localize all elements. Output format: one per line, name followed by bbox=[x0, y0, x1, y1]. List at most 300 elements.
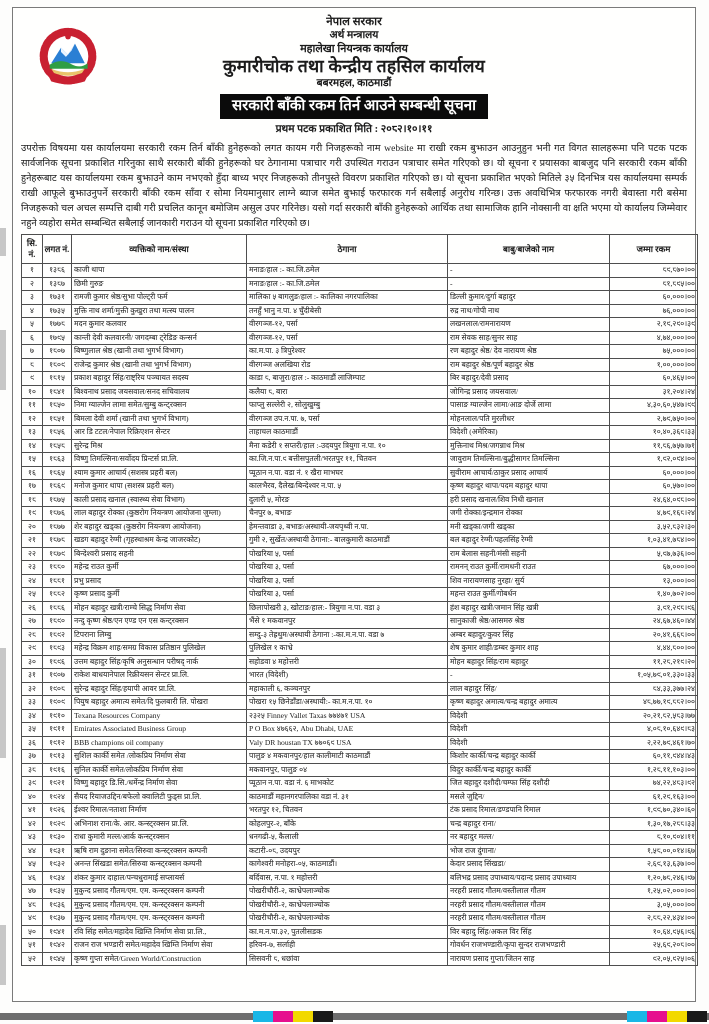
cell-total-amount: २,६९,१३,६३७।०० bbox=[610, 858, 698, 872]
cell-person-name: महेन्द्र विक्रम शाह/समग्र विकास प्रतिष्ठान पुलिखेल bbox=[72, 642, 247, 656]
cell-serial-no: २१ bbox=[22, 534, 43, 548]
records-body bbox=[22, 264, 698, 966]
cell-address: सम्दु-३ तेह्रथुम/अस्थायी ठेगाना :-का.म.न.पा. वडा ७ bbox=[247, 628, 448, 642]
table-row bbox=[22, 372, 698, 386]
scan-artifact bbox=[0, 648, 6, 758]
cell-father-name: मुक्तिनाथ मिश्र/जगन्नाथ मिश्र bbox=[448, 439, 610, 453]
cell-serial-no: १८ bbox=[22, 493, 43, 507]
notice-body-paragraph: उपरोक्त विषयमा यस कार्यालयमा सरकारी रकम तिर्न बाँकी हुनेहरूको लगत कायम गरी निजहरूको नाम website मा राखी रकम बुझाउन आउनुहुन भनी गत विगत सालहरूमा पनि पटक पटक सार्वजनिक सूचना प्रकाशित गरिनुका साथै सरकारी बाँकी हुनेहरूको घर ठेगानामा पत्राचार गरी उपस्थित गराउन पत्राचार समेत गरिएको छ। यो सूचना र प्रयासका बाबजुद पनि सरकारी रकम बाँकी हुनेहरूबाट यस कार्यालयमा रकम बुझाउने काम नभएको हुँदा बाध्य भएर निजहरूको तीनपुस्ते विवरण प्रकाशित गरिएको छ। यो सूचना प्रकाशित भएको मितिले ३५ दिनभित्र यस कार्यालयमा सम्पर्क राखी आफूले बुझाउनुपर्ने सरकारी बाँकी रकम साँवा र सोमा नियमानुसार लाग्ने ब्याज समेत बुझाई फरफारक गर्न सबैलाई अनुरोध गरिन्छ। उक्त अवधिभित्र फरफारक नगरी बेवास्ता गरी बसेमा निजहरूको चल अचल सम्पत्ति दाबी गरी प्रचलित कानून बमोजिम असुल उपर गरिनेछ। यसो गर्दा सरकारी बाँकी हुनेहरूको आर्थिक तथा सामाजिक हानि नोक्सानी वा क्षति भएमा यो कार्यालय जिम्मेवार नहुने व्यहोरा समेत सम्बन्धित सबैलाई जानकारी गराउन यो सूचना प्रकाशित गरिएको छ। bbox=[21, 143, 687, 229]
cell-serial-no: २३ bbox=[22, 561, 43, 575]
cell-total-amount: १,९२,०९४।०० bbox=[610, 453, 698, 467]
cell-person-name: टिपराना लिम्बु bbox=[72, 628, 247, 642]
cell-total-amount: २,८८,२२,४३४।०० bbox=[610, 912, 698, 926]
cell-total-amount: १,०३,४१,७८४।०० bbox=[610, 534, 698, 548]
cell-father-name: विर बहादु सिंह/अकल विर सिंह bbox=[448, 925, 610, 939]
cell-total-amount: ८४,३३,३७७।२४ bbox=[610, 682, 698, 696]
cell-total-amount: ६०,०००।०० bbox=[610, 291, 698, 305]
cell-father-name: मोहन बहादुर सिंह/राम बहादुर bbox=[448, 655, 610, 669]
cell-lagat-no: १९१६ bbox=[43, 763, 72, 777]
table-row bbox=[22, 925, 698, 939]
cell-father-name: विदेशी (अमेरिका) bbox=[448, 426, 610, 440]
cell-total-amount: ३,५२,८३२।३० bbox=[610, 520, 698, 534]
table-row bbox=[22, 480, 698, 494]
cell-lagat-no: १९२९ bbox=[43, 817, 72, 831]
header-lagat-no: लगत नं. bbox=[43, 235, 72, 264]
cell-person-name: नन्दु कृष्ण श्रेष्ठ/एन एण्ड एन एस कन्ट्रक्सन bbox=[72, 615, 247, 629]
cell-address: पोखरा १५ छिनेडाँडा/अस्थायी:- का.म.न.पा. १० bbox=[247, 696, 448, 710]
black-mark bbox=[313, 1011, 333, 1022]
cell-lagat-no: १८९२ bbox=[43, 628, 72, 642]
cell-person-name: सैयद रियाजउद्दिन/बफेलो क्वालिटी फुड्स प्रा.लि. bbox=[72, 790, 247, 804]
cell-serial-no: ४१ bbox=[22, 804, 43, 818]
cell-lagat-no: १९१२ bbox=[43, 736, 72, 750]
table-row bbox=[22, 682, 698, 696]
cell-serial-no: २० bbox=[22, 520, 43, 534]
cell-address: कलैया ८, बारा bbox=[247, 385, 448, 399]
cell-address: गुमी २, सुर्खेत/अस्थायी ठेगाना:- बालकुमारी काठमाडौं bbox=[247, 534, 448, 548]
cell-address: पोखरिया ३, पर्सा bbox=[247, 588, 448, 602]
cell-total-amount: २०,२१,८२,५८३।७७ bbox=[610, 709, 698, 723]
cell-person-name: शेर बहादुर खड्का (कुष्ठरोग नियन्त्रण आयोजना) bbox=[72, 520, 247, 534]
cell-address: वीरगञ्ज-१२, पर्सा bbox=[247, 318, 448, 332]
table-row bbox=[22, 412, 698, 426]
cell-total-amount: ८१,८९५।०० bbox=[610, 277, 698, 291]
table-row bbox=[22, 912, 698, 926]
cell-total-amount: ५,९७,७३६।०० bbox=[610, 547, 698, 561]
cell-total-amount: ४,७९,१६८।२४ bbox=[610, 507, 698, 521]
table-row bbox=[22, 601, 698, 615]
cell-father-name: - bbox=[448, 669, 610, 683]
cell-lagat-no: १९३४ bbox=[43, 871, 72, 885]
cell-serial-no: ३१ bbox=[22, 669, 43, 683]
table-row bbox=[22, 750, 698, 764]
cell-lagat-no: १९३१ bbox=[43, 844, 72, 858]
scan-artifact bbox=[0, 228, 6, 256]
table-row bbox=[22, 399, 698, 413]
cell-serial-no: १ bbox=[22, 264, 43, 278]
cell-address: कागेश्वरी मनोहरा-०५, काठमाडौं। bbox=[247, 858, 448, 872]
header-total-amount: जम्मा रकम bbox=[610, 235, 698, 264]
cell-serial-no: ४ bbox=[22, 304, 43, 318]
cell-address: भैंसे १ मकवानपुर bbox=[247, 615, 448, 629]
cell-address: सिसवनी ८, धछांवा bbox=[247, 952, 448, 966]
cell-total-amount: १०,६४,९५६।९६ bbox=[610, 925, 698, 939]
cell-address: २३२५ Finney Vallet Taxas ७७४७१ USA bbox=[247, 709, 448, 723]
cell-address: प्यूठान न.पा. वडा नं. ६ माभकोट bbox=[247, 777, 448, 791]
table-row bbox=[22, 723, 698, 737]
cell-person-name: बिन्देश्वरी प्रसाद सहनी bbox=[72, 547, 247, 561]
cell-serial-no: ३ bbox=[22, 291, 43, 305]
cell-serial-no: ४४ bbox=[22, 844, 43, 858]
table-row bbox=[22, 736, 698, 750]
cell-serial-no: २५ bbox=[22, 588, 43, 602]
cell-father-name: सुवीराम आचार्य/ठाकुर प्रसाद आचार्य bbox=[448, 466, 610, 480]
cell-lagat-no: १८५६ bbox=[43, 426, 72, 440]
cell-address: पोखरीचौरी-२, काभ्रेपलाञ्चोक bbox=[247, 912, 448, 926]
cell-serial-no: ५१ bbox=[22, 939, 43, 953]
cell-lagat-no: १९०७ bbox=[43, 669, 72, 683]
cell-person-name: Texana Resources Company bbox=[72, 709, 247, 723]
cell-lagat-no: १९११ bbox=[43, 723, 72, 737]
table-row bbox=[22, 804, 698, 818]
cell-serial-no: ३० bbox=[22, 655, 43, 669]
table-row bbox=[22, 696, 698, 710]
cell-serial-no: १४ bbox=[22, 439, 43, 453]
cell-person-name: रामजी कुमार श्रेष्ठ/सुभा पोल्ट्री फर्म bbox=[72, 291, 247, 305]
cell-father-name: रण बहादुर श्रेष्ठ/ देव नारायण श्रेष्ठ bbox=[448, 345, 610, 359]
cell-total-amount: १०,४०,३६९।३३ bbox=[610, 426, 698, 440]
cell-total-amount: ४,०८,१०,६४९।८३ bbox=[610, 723, 698, 737]
cell-person-name: कृष्ण गुप्ता समेत/Green World/Construction bbox=[72, 952, 247, 966]
cell-person-name: विष्णु बहादुर डि.सि./धर्मेन्द्र निर्माण सेवा bbox=[72, 777, 247, 791]
cell-lagat-no: १८५८ bbox=[43, 439, 72, 453]
header-father-name: बाबु/बाजेको नाम bbox=[448, 235, 610, 264]
table-row bbox=[22, 952, 698, 966]
cell-lagat-no: १८७८ bbox=[43, 534, 72, 548]
cell-lagat-no: १९४१ bbox=[43, 925, 72, 939]
scan-artifact bbox=[0, 330, 6, 390]
cell-serial-no: ३९ bbox=[22, 777, 43, 791]
cell-father-name: भोज राज दुंगाना/ bbox=[448, 844, 610, 858]
cell-person-name: लाल बहादुर रोक्का (कुष्ठरोग नियन्त्रण आयोजना जुम्ला) bbox=[72, 507, 247, 521]
table-row bbox=[22, 453, 698, 467]
table-row bbox=[22, 574, 698, 588]
cell-person-name: सुरेन्द्र बहादुर सिंह/हयापी आवर प्रा.लि. bbox=[72, 682, 247, 696]
table-row bbox=[22, 547, 698, 561]
cell-father-name: पासाङ ग्याल्जेन लामा/आङ दोर्जे लामा bbox=[448, 399, 610, 413]
cell-father-name: राम सेवक साह/सुनर साह bbox=[448, 331, 610, 345]
cell-total-amount: ६०,०००।०० bbox=[610, 466, 698, 480]
dues-table bbox=[21, 234, 698, 966]
cell-address: मालिका ५ बागलुङ/हाल :- कालिका नगरपालिका bbox=[247, 291, 448, 305]
cell-father-name: नारायण प्रसाद गुप्ता/जितन साह bbox=[448, 952, 610, 966]
cell-total-amount: १३,०००।०० bbox=[610, 574, 698, 588]
cell-father-name: बिर बहादुर/देवी प्रसाद bbox=[448, 372, 610, 386]
government-line: नेपाल सरकार bbox=[326, 16, 382, 28]
cell-person-name: प्रभु प्रसाद bbox=[72, 574, 247, 588]
cell-father-name: गोवर्धन राजभण्डारी/कृपा सुन्दर राजभण्डारी bbox=[448, 939, 610, 953]
cell-serial-no: ५० bbox=[22, 925, 43, 939]
cell-serial-no: ४० bbox=[22, 790, 43, 804]
cell-person-name: काली प्रसाद खनाल (स्वास्थ्य सेवा विभाग) bbox=[72, 493, 247, 507]
cell-address: हरिवन-७, सर्लाही bbox=[247, 939, 448, 953]
cell-address: मनाङ/हाल :- का.जि.ठमेल bbox=[247, 277, 448, 291]
cell-person-name: ऋषि राम दुङाना समेत/सिरुवा कन्स्ट्रक्सन कम्पनी bbox=[72, 844, 247, 858]
header-serial-no: सि. नं. bbox=[22, 235, 43, 264]
cell-person-name: राजेन्द्र कुमार श्रेष्ठ (खानी तथा भुगर्भ विभाग) bbox=[72, 358, 247, 372]
cell-person-name: छिमी गुरुङ bbox=[72, 277, 247, 291]
cell-serial-no: १५ bbox=[22, 453, 43, 467]
cell-serial-no: ४६ bbox=[22, 871, 43, 885]
cell-lagat-no: १३८७ bbox=[43, 277, 72, 291]
cell-father-name: टंक प्रसाद रिमाल/डण्डपानि रिमाल bbox=[448, 804, 610, 818]
cell-serial-no: २८ bbox=[22, 628, 43, 642]
cell-lagat-no: १८५० bbox=[43, 399, 72, 413]
cell-lagat-no: १८८१ bbox=[43, 574, 72, 588]
cell-address: दुलारी ५, मोरङ bbox=[247, 493, 448, 507]
table-row bbox=[22, 777, 698, 791]
table-row bbox=[22, 345, 698, 359]
cell-total-amount: २,७९,७५०।०० bbox=[610, 412, 698, 426]
table-row bbox=[22, 669, 698, 683]
table-row bbox=[22, 561, 698, 575]
cell-total-amount: ४,३०,६०,५४७।९९ bbox=[610, 399, 698, 413]
cell-total-amount: ७५,०००।०० bbox=[610, 345, 698, 359]
cell-lagat-no: १८४१ bbox=[43, 385, 72, 399]
cell-lagat-no: १९१० bbox=[43, 709, 72, 723]
cell-total-amount: ११,२८,२१९।२० bbox=[610, 655, 698, 669]
cell-lagat-no: १९४२ bbox=[43, 939, 72, 953]
cyan-mark bbox=[627, 1011, 647, 1022]
cell-lagat-no: १९३७ bbox=[43, 912, 72, 926]
cell-father-name: लाल बहादुर सिंह/ bbox=[448, 682, 610, 696]
cell-person-name: मदन कुमार कलवार bbox=[72, 318, 247, 332]
cell-lagat-no: १८९३ bbox=[43, 642, 72, 656]
cell-person-name: आर डि टटल/नेपाल रिक्रिएशन सेन्टर bbox=[72, 426, 247, 440]
cell-address: कालभैरव, दैलेख/बिन्देश्वर न.पा. ५ bbox=[247, 480, 448, 494]
cell-serial-no: २६ bbox=[22, 601, 43, 615]
office-name: कुमारीचोक तथा केन्द्रीय तहसिल कार्यालय bbox=[223, 56, 485, 76]
cell-lagat-no: १९०८ bbox=[43, 682, 72, 696]
cell-father-name: कृष्ण बहादुर थापा/पदम बहादुर थापा bbox=[448, 480, 610, 494]
table-row bbox=[22, 466, 698, 480]
cell-total-amount: ४,४४,८००।०० bbox=[610, 642, 698, 656]
cell-serial-no: ६ bbox=[22, 331, 43, 345]
cell-address: का.म.पा. ३ त्रिपुरेश्वर bbox=[247, 345, 448, 359]
cell-father-name: मोहनलाल/पति मुरलीधर bbox=[448, 412, 610, 426]
cell-total-amount: १,२८,११,१०३।०० bbox=[610, 763, 698, 777]
cell-father-name: अम्बर बहादुर/कुवर सिंह bbox=[448, 628, 610, 642]
table-row bbox=[22, 520, 698, 534]
header-address: ठेगाना bbox=[247, 235, 448, 264]
cell-lagat-no: १८७७ bbox=[43, 520, 72, 534]
cell-total-amount: ४,७४,०००।०० bbox=[610, 331, 698, 345]
cell-person-name: Emirates Associated Business Group bbox=[72, 723, 247, 737]
cell-serial-no: ७ bbox=[22, 345, 43, 359]
cell-person-name: बिमला देवी शर्मा (खानी तथा भुगर्भ विभाग) bbox=[72, 412, 247, 426]
cell-father-name: महन्त राउत कुर्मी/गोबर्धन bbox=[448, 588, 610, 602]
cell-person-name: रवि सिंह समेत/महादेव खिम्ति निर्माण सेवा प्रा.लि., bbox=[72, 925, 247, 939]
cell-address: मनाङ/हाल :- का.जि.ठमेल bbox=[247, 264, 448, 278]
cell-total-amount: ३,९१,२९८।९६ bbox=[610, 601, 698, 615]
table-row bbox=[22, 534, 698, 548]
table-row bbox=[22, 790, 698, 804]
cell-address: पोखरिया ३, पर्सा bbox=[247, 561, 448, 575]
cell-person-name: अनन्त सिंखडा समेत/सिरुवा कन्स्ट्रक्सन कम्पनी bbox=[72, 858, 247, 872]
cell-lagat-no: १९१३ bbox=[43, 750, 72, 764]
table-row bbox=[22, 439, 698, 453]
cell-person-name: अभिनाश राना/के. आर. कन्स्ट्रक्सन प्रा.लि. bbox=[72, 817, 247, 831]
cell-address: काठमाडौं महानगरपालिका वडा नं. ३१ bbox=[247, 790, 448, 804]
table-row bbox=[22, 318, 698, 332]
table-row bbox=[22, 385, 698, 399]
magenta-mark bbox=[273, 1011, 293, 1022]
cell-person-name: राकेश बाधयानेपाल रिक्रीयसन सेन्टर प्रा.लि. bbox=[72, 669, 247, 683]
table-row bbox=[22, 628, 698, 642]
table-row bbox=[22, 264, 698, 278]
cell-serial-no: १९ bbox=[22, 507, 43, 521]
cell-address: बर्दिवास, न.पा. १ महोत्तरी bbox=[247, 871, 448, 885]
cell-serial-no: ३७ bbox=[22, 750, 43, 764]
cell-serial-no: ४८ bbox=[22, 898, 43, 912]
cell-person-name: मोहन बहादुर खत्री/राम्चे सिद्ध निर्माण सेवा bbox=[72, 601, 247, 615]
cell-father-name: नरहरी प्रसाद गौतम/वस्तीलाल गौतम bbox=[448, 885, 610, 899]
table-row bbox=[22, 817, 698, 831]
cell-serial-no: ९ bbox=[22, 372, 43, 386]
cell-total-amount: १,५८,००,०१४।६७ bbox=[610, 844, 698, 858]
cell-person-name: कृष्ण प्रसाद कुर्मी bbox=[72, 588, 247, 602]
table-row bbox=[22, 277, 698, 291]
cell-total-amount: १,००,०००।०० bbox=[610, 358, 698, 372]
black-mark bbox=[687, 1011, 707, 1022]
cell-father-name: बलिभद्र प्रसाद उपाध्याय/पदान्द प्रसाद उपाध्याय bbox=[448, 871, 610, 885]
cell-lagat-no: १९३२ bbox=[43, 858, 72, 872]
cell-person-name: कान्ती देवी कलवारनी/ जगदम्बा ट्रेडिङ कन्सर्न bbox=[72, 331, 247, 345]
document-frame bbox=[12, 7, 696, 1002]
cell-father-name: मसले जुद्दिन/ bbox=[448, 790, 610, 804]
dues-table-header bbox=[22, 235, 698, 264]
cell-father-name: जित बहादुर दशौदी/चम्फा सिंह दशौदी bbox=[448, 777, 610, 791]
cyan-mark bbox=[253, 1011, 273, 1022]
cell-serial-no: ३६ bbox=[22, 736, 43, 750]
cell-serial-no: १२ bbox=[22, 412, 43, 426]
cell-father-name: विदेशी bbox=[448, 723, 610, 737]
cell-address: ताहाचल काठमाडौं bbox=[247, 426, 448, 440]
cell-serial-no: ३२ bbox=[22, 682, 43, 696]
office-address: बबरमहल, काठमाडौं bbox=[316, 78, 392, 89]
cell-address: तनहुँ भानु न.पा. ४ चुँदीबेसी bbox=[247, 304, 448, 318]
cell-address: पुलिखेल १ काभ्रे bbox=[247, 642, 448, 656]
cell-father-name: लखनलाल/रामनारायण bbox=[448, 318, 610, 332]
cell-person-name: बिष्णुलाल श्रेष्ठ (खानी तथा भुगर्भ विभाग) bbox=[72, 345, 247, 359]
cell-father-name: विदुर कार्की/चन्द्र बहादुर कार्की bbox=[448, 763, 610, 777]
cell-person-name: विष्णु तिमल्सिना/सर्वोदय प्रिन्टर्स प्रा.लि. bbox=[72, 453, 247, 467]
cell-person-name: BBB champions oil company bbox=[72, 736, 247, 750]
cell-father-name: शिव नारायणसाह नुरहा/ सुर्य bbox=[448, 574, 610, 588]
cell-address: छिलापोखरी ३, खोटाङ/हाल:- त्रियुगा न.पा. वडा ३ bbox=[247, 601, 448, 615]
cell-serial-no: १० bbox=[22, 385, 43, 399]
cell-lagat-no: १९३५ bbox=[43, 885, 72, 899]
cell-total-amount: ६१,२९,१६३।०० bbox=[610, 790, 698, 804]
cell-lagat-no: १३८६ bbox=[43, 264, 72, 278]
cell-serial-no: ८ bbox=[22, 358, 43, 372]
cell-person-name: प्रकाश बहादुर सिंह/राष्ट्रिय पञ्चायत सदस्य bbox=[72, 372, 247, 386]
cell-father-name: जावुराम तिमल्सिना/बुद्धीसागर तिमल्सिना bbox=[448, 453, 610, 467]
cell-lagat-no: १९२४ bbox=[43, 790, 72, 804]
cell-father-name: विदेशी bbox=[448, 736, 610, 750]
cell-lagat-no: १८६५ bbox=[43, 466, 72, 480]
cell-father-name: कृष्ण बहादुर अमात्य/चन्द्र बहादुर अमात्य bbox=[448, 696, 610, 710]
cell-lagat-no: १८६९ bbox=[43, 480, 72, 494]
cell-serial-no: २४ bbox=[22, 574, 43, 588]
cell-father-name: हंश बहादुर खत्री/जमान सिंह खत्री bbox=[448, 601, 610, 615]
cell-total-amount: ७६,०००।०० bbox=[610, 304, 698, 318]
cell-address: वीरगञ्ज-१२, पर्सा bbox=[247, 331, 448, 345]
cell-address: मैना कडेरी १ सप्तरी/हाल :-उदयपुर त्रियुगा न.पा. १० bbox=[247, 439, 448, 453]
yellow-mark bbox=[293, 1011, 313, 1022]
cell-father-name: बल बहादुर रेग्मी/पहलसिंह रेग्मी bbox=[448, 534, 610, 548]
cell-total-amount: १,४०,७०२।०० bbox=[610, 588, 698, 602]
cell-father-name: - bbox=[448, 264, 610, 278]
cell-total-amount: ९२,०५,९२५।०६ bbox=[610, 952, 698, 966]
cell-address: वीरगञ्ज अलखिया रोड bbox=[247, 358, 448, 372]
cell-total-amount: २०,४१,६६८।०० bbox=[610, 628, 698, 642]
table-row bbox=[22, 304, 698, 318]
cell-address: का.म.न.पा.३२, पुतलीसडक bbox=[247, 925, 448, 939]
cell-father-name: मनी खड्का/जगी खड्का bbox=[448, 520, 610, 534]
cell-father-name: नरहरी प्रसाद गौतम/वस्तीलाल गौतम bbox=[448, 898, 610, 912]
cmyk-registration-marks-left bbox=[253, 1011, 333, 1022]
cell-address: Valy DR houstan TX ७७०६९ USA bbox=[247, 736, 448, 750]
cell-address: काडा ८, बाजुरा/हाल :- काठमाडौं लाजिम्पाट bbox=[247, 372, 448, 386]
cell-lagat-no: १७९५ bbox=[43, 331, 72, 345]
table-row bbox=[22, 898, 698, 912]
cell-total-amount: २,१९,२९०।३९ bbox=[610, 318, 698, 332]
cell-person-name: मनोज कुमार थापा (सशस्त्र प्रहरी बल) bbox=[72, 480, 247, 494]
cell-total-amount: ६०,४६५।०० bbox=[610, 372, 698, 386]
table-row bbox=[22, 763, 698, 777]
table-row bbox=[22, 709, 698, 723]
cell-person-name: मुकुन्द प्रसाद गौतम/एम. एम. कन्स्ट्रक्सन कम्पनी bbox=[72, 898, 247, 912]
cell-serial-no: २ bbox=[22, 277, 43, 291]
cell-lagat-no: १७३१ bbox=[43, 291, 72, 305]
table-row bbox=[22, 507, 698, 521]
cell-lagat-no: १८८० bbox=[43, 561, 72, 575]
cell-address: फाप्लु सल्लेरी २, सोलुखुम्बु bbox=[247, 399, 448, 413]
cell-lagat-no: १७३५ bbox=[43, 304, 72, 318]
table-row bbox=[22, 588, 698, 602]
cell-lagat-no: १८६३ bbox=[43, 453, 72, 467]
cell-person-name: श्याम कुमार आचार्य (सशस्त्र प्रहरी बल) bbox=[72, 466, 247, 480]
cell-father-name: सानुकाजी श्रेष्ठ/आसमरु श्रेष्ठ bbox=[448, 615, 610, 629]
cell-serial-no: ४९ bbox=[22, 912, 43, 926]
cell-lagat-no: १९३६ bbox=[43, 898, 72, 912]
header-person-name: व्यक्तिको नाम/संस्था bbox=[72, 235, 247, 264]
notice-title-banner: सरकारी बाँकी रकम तिर्न आउने सम्बन्धी सूचना bbox=[220, 94, 488, 119]
cell-total-amount: १,२५,०२,०००।०० bbox=[610, 885, 698, 899]
cell-lagat-no: १९४५ bbox=[43, 952, 72, 966]
cell-total-amount: ८,१०,९०४।११ bbox=[610, 831, 698, 845]
cell-serial-no: ३८ bbox=[22, 763, 43, 777]
cell-father-name: जोगिन्द्र प्रसाद जयसवाल/ bbox=[448, 385, 610, 399]
table-row bbox=[22, 642, 698, 656]
yellow-mark bbox=[667, 1011, 687, 1022]
cell-father-name: राम बहादुर श्रेष्ठ/पूर्ण बहादुर श्रेष्ठ bbox=[448, 358, 610, 372]
cell-person-name: खडग बहादुर रेग्मी (गृहस्थाश्रम केन्द्र जाजरकोट) bbox=[72, 534, 247, 548]
table-row bbox=[22, 331, 698, 345]
table-row bbox=[22, 844, 698, 858]
cell-address: चैनपुर ७, बभाङ bbox=[247, 507, 448, 521]
cell-address: हेमन्तवाडा ३, बभाङ/अस्थायी-जयपृथ्वी न.पा. bbox=[247, 520, 448, 534]
cell-lagat-no: १८८२ bbox=[43, 588, 72, 602]
cell-address: कोहलपुर-२, बाँके bbox=[247, 817, 448, 831]
cell-serial-no: २७ bbox=[22, 615, 43, 629]
cell-total-amount: ६७,०००।०० bbox=[610, 561, 698, 575]
cell-address: प्यूठान न.पा. वडा नं. १ खैरा माभघर bbox=[247, 466, 448, 480]
cell-lagat-no: १८९६ bbox=[43, 655, 72, 669]
cell-father-name: राम बेलास सहनी/मंसी सहनी bbox=[448, 547, 610, 561]
cell-father-name: जगी रोक्का/इन्द्रमान रोक्का bbox=[448, 507, 610, 521]
scan-artifact bbox=[0, 925, 6, 985]
cell-serial-no: ४२ bbox=[22, 817, 43, 831]
cell-address: पालुङ ४ मकवानपुर/हाल कालीमाटी काठमाडौं bbox=[247, 750, 448, 764]
cell-total-amount: १,०५,७९,०१,३३०।३३ bbox=[610, 669, 698, 683]
cell-serial-no: १७ bbox=[22, 480, 43, 494]
cell-person-name: सुशिल कार्की समेत /लोकप्रिय निर्माण सेवा bbox=[72, 750, 247, 764]
table-row bbox=[22, 655, 698, 669]
cell-total-amount: २४,६४,०९८।०० bbox=[610, 493, 698, 507]
table-row bbox=[22, 426, 698, 440]
